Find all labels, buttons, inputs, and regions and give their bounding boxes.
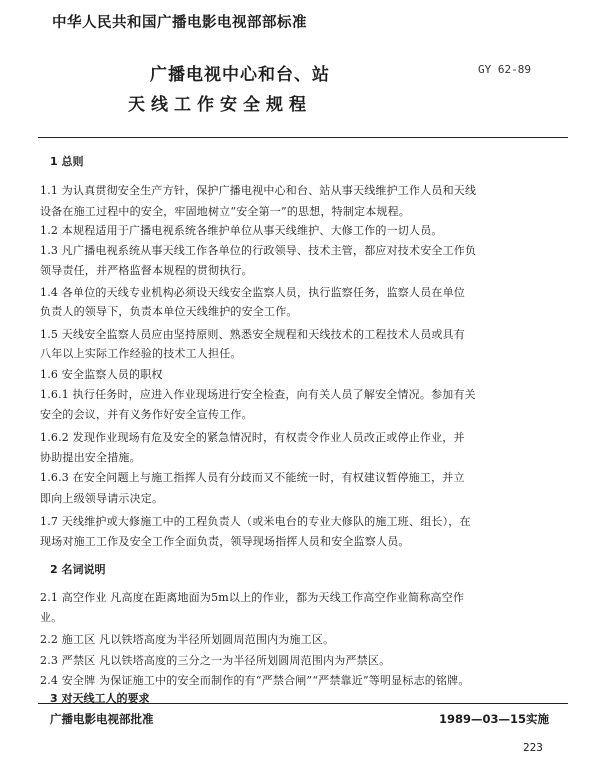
document-title-line-1: 广播电视中心和台、站 (150, 65, 330, 85)
section-heading: 1 总则 (50, 155, 84, 168)
clause-line: 1.3 凡广播电视系统从事天线工作各单位的行政领导、技术主管，都应对技术安全工作负 (40, 244, 477, 257)
clause-line: 1.6 安全监察人员的职权 (40, 368, 163, 381)
document-title-line-2: 天线工作安全规程 (128, 95, 312, 115)
clause-line: 1.1 为认真贯彻安全生产方针，保护广播电视中心和台、站从事天线维护工作人员和天线 (40, 184, 477, 197)
clause-line: 1.4 各单位的天线专业机构必须设天线安全监察人员，执行监察任务，监察人员在单位 (40, 286, 465, 299)
clause-line: 现场对施工工作及安全工作全面负责，领导现场指挥人员和安全监察人员。 (40, 535, 410, 548)
approving-authority: 广播电影电视部批准 (50, 712, 154, 726)
clause-line: 业。 (40, 611, 63, 624)
clause-line: 1.7 天线维护或大修施工中的工程负责人（或米电台的专业大修队的施工班、组长），在 (40, 515, 471, 528)
clause-line: 2.1 高空作业 凡高度在距离地面为5m以上的作业，都为天线工作高空作业简称高空作 (40, 591, 465, 604)
clause-line: 安全的会议，并有义务作好安全宣传工作。 (40, 408, 253, 421)
clause-line: 协助提出安全措施。 (40, 451, 141, 464)
clause-line: 2.2 施工区 凡以铁塔高度为半径所划圆周范围内为施工区。 (40, 633, 335, 646)
standard-number: GY 62-89 (478, 63, 531, 76)
clause-line: 1.5 天线安全监察人员应由坚持原则、熟悉安全规程和天线技术的工程技术人员或具有 (40, 328, 465, 341)
clause-line: 即向上级领导请示决定。 (40, 492, 164, 505)
clause-line: 2.4 安全牌 为保证施工中的安全而制作的有“严禁合闸”“严禁靠近”等明显标志的铭牌。 (40, 674, 470, 687)
clause-line: 1.6.3 在安全问题上与施工指挥人员有分歧而又不能统一时，有权建议暂停施工，并立 (40, 471, 465, 484)
bottom-divider (38, 703, 568, 704)
top-divider (38, 137, 568, 138)
implementation-date: 1989—03—15实施 (439, 712, 550, 726)
clause-line: 负责人的领导下，负责本单位天线维护的安全工作。 (40, 305, 298, 318)
clause-line: 1.6.1 执行任务时，应进入作业现场进行安全检查，向有关人员了解安全情况。参加有关 (40, 388, 476, 401)
section-heading: 2 名词说明 (50, 563, 106, 576)
section-heading: 3 对天线工人的要求 (50, 692, 150, 705)
page-number: 223 (523, 741, 543, 754)
clause-line: 领导责任，并严格监督本规程的贯彻执行。 (40, 264, 253, 277)
standard-header: 中华人民共和国广播电影电视部部标准 (52, 15, 307, 31)
clause-line: 2.3 严禁区 凡以铁塔高度的三分之一为半径所划圆周范围内为严禁区。 (40, 654, 391, 667)
clause-line: 1.2 本规程适用于广播电视系统各维护单位从事天线维护、大修工作的一切人员。 (40, 224, 443, 237)
clause-line: 设备在施工过程中的安全，牢固地树立“安全第一”的思想，特制定本规程。 (40, 205, 411, 218)
clause-line: 八年以上实际工作经验的技术工人担任。 (40, 347, 242, 360)
clause-line: 1.6.2 发现作业现场有危及安全的紧急情况时，有权责令作业人员改正或停止作业，并 (40, 431, 465, 444)
